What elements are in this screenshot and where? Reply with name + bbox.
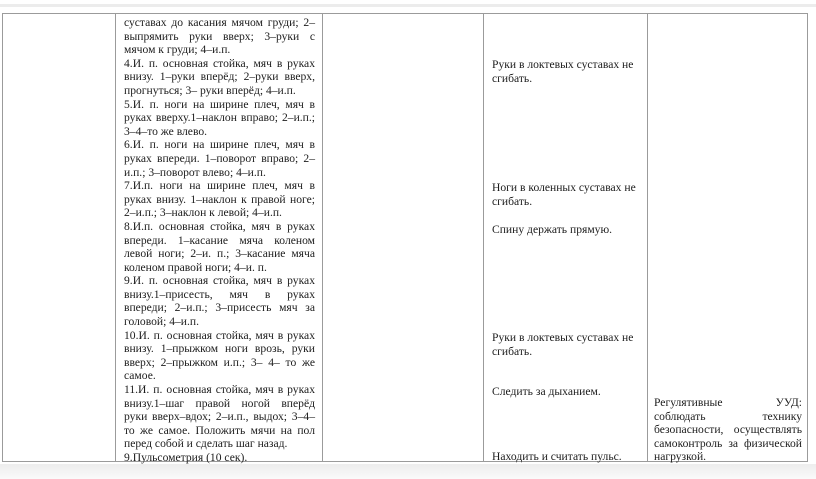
exercise-paragraph: 8.И.п. основная стойка, мяч в руках впереди. 1–касание мяча коленом левой ноги; 2–и. п.; 3–касание мяча коленом правой ноги; 4–и. п. xyxy=(124,219,315,274)
table-col-empty-left xyxy=(3,14,116,461)
remark-item: Следить за дыханием. xyxy=(492,385,601,398)
remark-item: Руки в локтевых суставах не сгибать. xyxy=(492,331,634,358)
table-col-empty-middle xyxy=(323,14,484,461)
remark-item: Ноги в коленных суставах не сгибать. xyxy=(492,181,636,208)
exercise-paragraph: 4.И. п. основная стойка, мяч в руках внизу. 1–руки вперёд; 2–руки вверх, прогнуться; 3– руки вперёд; 4–и.п. xyxy=(124,56,315,97)
exercise-paragraph: 10.И. п. основная стойка, мяч в руках внизу. 1–прыжком ноги врозь, руки вверх; 2–прыжком и.п.; 3– 4– то же самое. xyxy=(124,328,315,383)
lesson-plan-table xyxy=(2,13,808,462)
exercise-paragraph: 11.И. п. основная стойка, мяч в руках внизу.1–шаг правой ногой вперёд руки вверх–вдох; 2–и.п., выдох; 3–4–то же самое. Положить мячи на пол перед собой и сделать шаг назад. xyxy=(124,383,315,451)
remark-item: Руки в локтевых суставах не сгибать. xyxy=(492,58,634,85)
page-edge-shadow-top xyxy=(0,4,816,7)
exercise-paragraph: суставах до касания мячом груди; 2–выпрямить руки вверх; 3–руки с мячом к груди; 4–и.п. xyxy=(124,16,315,57)
remark-item: Спину держать прямую. xyxy=(492,223,613,236)
page-edge-shadow-bottom xyxy=(0,464,816,479)
exercise-paragraph: 9.Пульсометрия (10 сек). xyxy=(124,451,248,464)
table-col-remarks xyxy=(484,14,648,461)
remark-item: Находить и считать пульс. xyxy=(492,450,622,463)
exercise-paragraph: 6.И. п. ноги на ширине плеч, мяч в руках впереди. 1–поворот вправо; 2–и.п.; 3–поворот влево; 4–и.п. xyxy=(124,138,315,179)
table-col-uud xyxy=(648,14,807,464)
exercise-paragraph: 9.И. п. основная стойка, мяч в руках внизу.1–присесть, мяч в руках впереди; 2–и.п.; 3–присесть мяч за головой; 4–и.п. xyxy=(124,274,315,329)
exercise-paragraph: 7.И.п. ноги на ширине плеч, мяч в руках внизу. 1–наклон к правой ноге; 2–и.п.; 3–наклон к левой; 4–и.п. xyxy=(124,179,315,220)
uud-regulative-text: Регулятивные УУД: соблюдать технику безопасности, осуществлять самоконтроль за физической нагрузкой. xyxy=(654,396,802,464)
exercise-paragraph: 5.И. п. ноги на ширине плеч, мяч в руках вверху.1–наклон вправо; 2–и.п.; 3–4–то же влево. xyxy=(124,97,315,138)
table-col-exercises xyxy=(116,14,323,464)
